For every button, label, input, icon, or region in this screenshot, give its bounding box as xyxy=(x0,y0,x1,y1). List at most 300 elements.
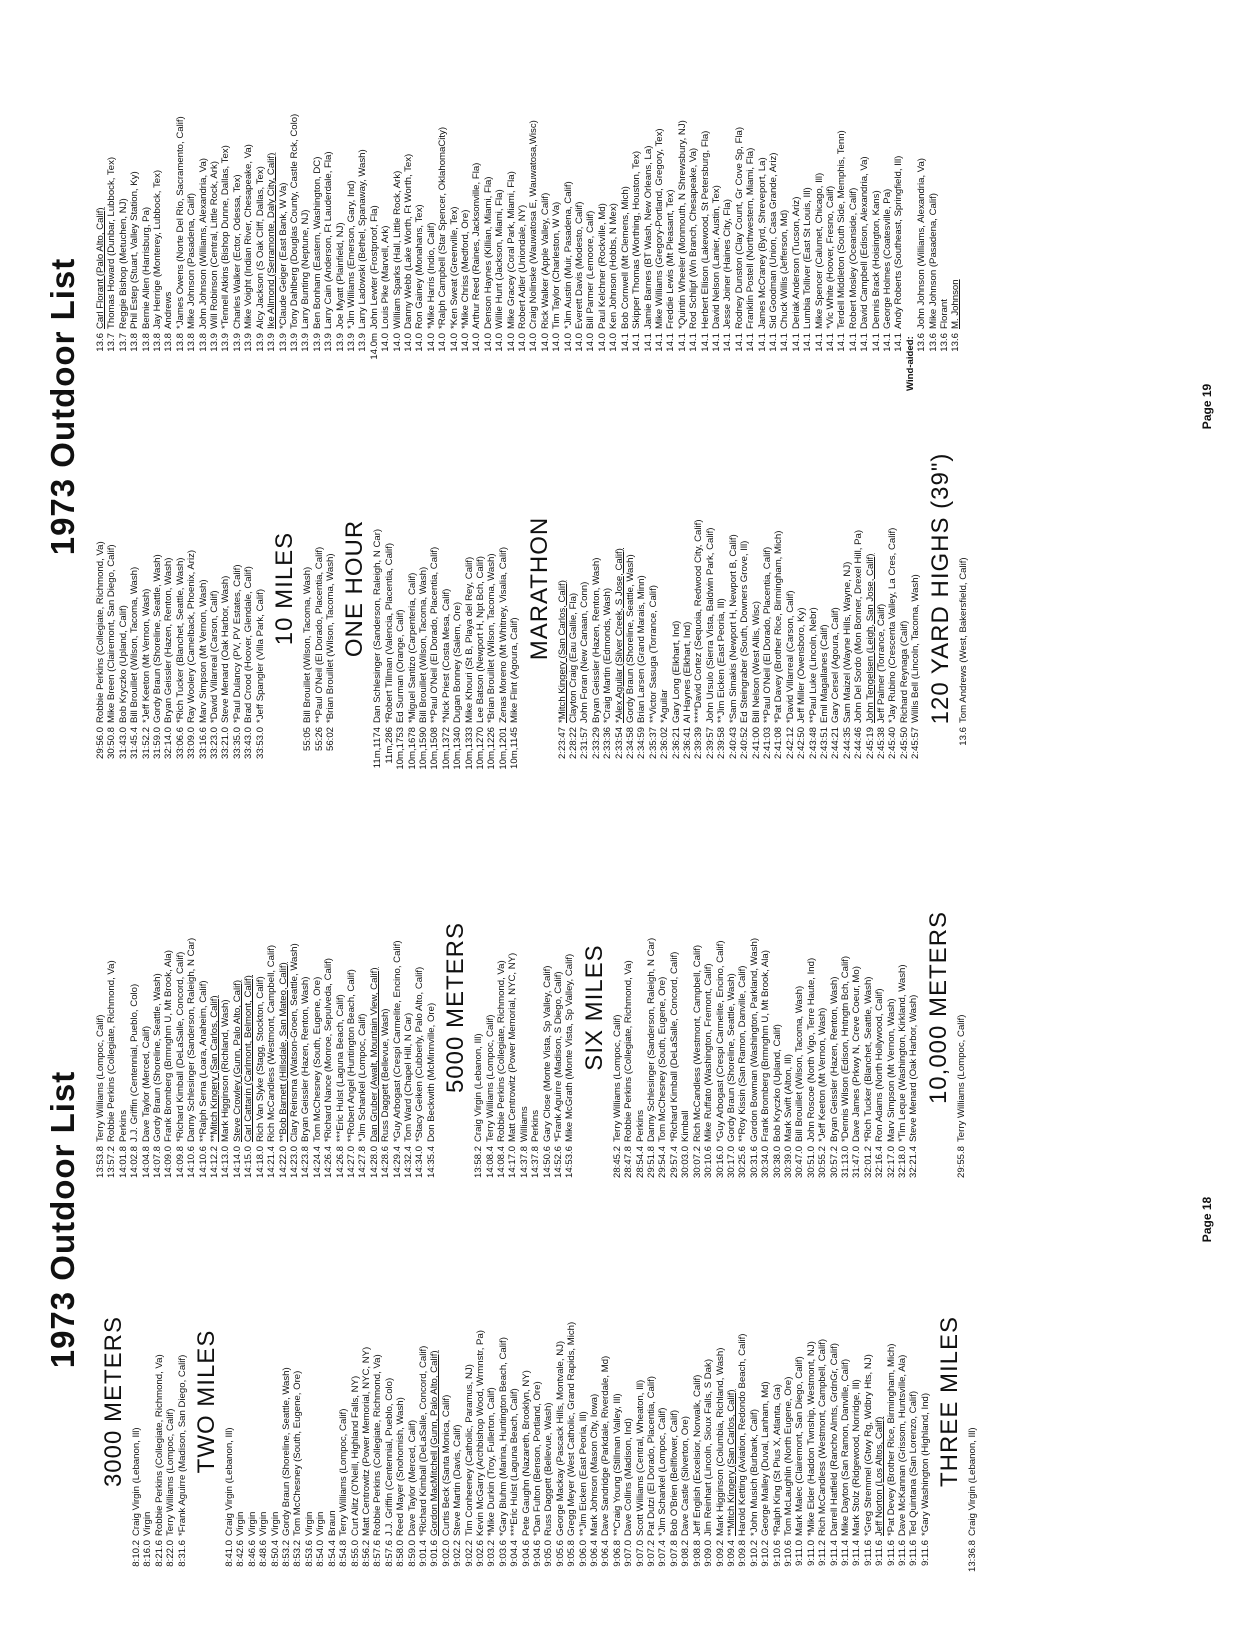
result-mark: 33:53.0 xyxy=(254,727,266,760)
result-mark: 14.0 xyxy=(596,333,608,352)
result-mark: 13.8 xyxy=(129,333,141,352)
result-mark: 10m,1372 xyxy=(440,727,452,770)
athlete-name: Larry Ladowski (Bethel, Spanaway, Wash) xyxy=(357,149,369,329)
result-row xyxy=(836,0,847,391)
result-mark: 32:17.0 xyxy=(885,1146,897,1179)
athlete-name: *Tim Leque (Washington, Kirkland, Wash) xyxy=(897,964,908,1142)
result-row xyxy=(564,811,575,1204)
result-row xyxy=(304,1205,315,1598)
result-row xyxy=(796,392,807,785)
result-row xyxy=(392,0,403,391)
athlete-name: *Pat Devey (Brother Rice, Birmingham, Mich) xyxy=(885,1343,897,1536)
athlete-name: **Roy Kissin (San Ramon, Danville, Calif) xyxy=(737,965,749,1142)
result-row xyxy=(772,1205,783,1598)
result-mark: 10m,1678 xyxy=(406,727,418,770)
result-mark: 14.0 xyxy=(425,333,437,352)
result-mark: 2:36:41 xyxy=(682,727,694,760)
athlete-name: Tom McChesney (South, Eugene, Ore) xyxy=(657,976,669,1142)
athlete-name: Reggie Bishop (Metuchen, NJ) xyxy=(117,198,129,329)
athlete-name: John Foran (New Canaan, Conn) xyxy=(579,581,591,723)
result-row xyxy=(418,392,429,785)
athlete-name: Robbie Perkins (Collegiate, Richmond, Va) xyxy=(153,1354,165,1536)
athlete-name: Bryan Geissler (Hazen, Renton, Wash) xyxy=(590,557,602,723)
result-row xyxy=(840,811,851,1204)
result-row xyxy=(958,392,969,785)
result-row xyxy=(243,0,254,391)
athlete-name: *Pat Davey (Brother Rice, Birmingham, Mich) xyxy=(773,530,785,723)
result-mark: 9:06.4 xyxy=(589,1540,601,1567)
athlete-name: **Paul O'Neil (El Dorado, Placentia, Calif) xyxy=(313,546,325,723)
athlete-name: John Tengelsen (Leigh, San Jose, Calif) xyxy=(864,553,876,723)
page-18 xyxy=(0,813,1240,1626)
athlete-name: *Jim Austin (Muir, Pasadena, Calif) xyxy=(562,181,574,329)
result-mark: 14:15.0 xyxy=(243,1146,255,1179)
result-mark: 28:47.8 xyxy=(623,1146,635,1179)
athlete-name: Jeff Norton (Los Altos, Calif) xyxy=(874,1416,886,1536)
athlete-name: Frank Bromberg (Brmnghm U, Mt Brook, Ala) xyxy=(163,950,175,1142)
result-row xyxy=(129,0,140,391)
result-row xyxy=(131,1205,142,1598)
result-mark: 2:28:22 xyxy=(568,727,579,760)
result-mark: 14.1 xyxy=(859,333,871,352)
athlete-name: Scott Williams (Central, Wheaton, Ill) xyxy=(634,1379,646,1536)
athlete-name: *Mike Harris (Indio, Calif) xyxy=(425,222,437,329)
result-row xyxy=(597,0,608,391)
result-row xyxy=(851,811,862,1204)
result-mark: 13.6 xyxy=(950,333,962,352)
result-row xyxy=(163,0,174,391)
athlete-name: Reed Mayer (Snohomish, Wash) xyxy=(395,1397,407,1536)
athlete-name: Brad Crood (Hoover, Glendale, Calif) xyxy=(243,566,255,723)
result-row xyxy=(509,392,520,785)
athlete-name: *Mike Durkin (Troy, Fullerton, Calif) xyxy=(486,1387,498,1536)
athlete-name: Ken Johnson (Hobbs, N Mex) xyxy=(608,203,620,329)
result-mark: 13:53.8 xyxy=(95,1146,106,1179)
result-row xyxy=(916,0,927,391)
athlete-name: Andrews xyxy=(163,291,175,329)
result-mark: 2:33:29 xyxy=(590,727,602,760)
result-mark: 13.8 xyxy=(140,333,152,352)
athlete-name: Virgin xyxy=(269,1511,281,1536)
result-mark: 14:12.2 xyxy=(209,1146,221,1179)
result-row xyxy=(255,392,266,785)
result-row xyxy=(840,1205,851,1598)
result-row xyxy=(532,1205,543,1598)
athlete-name: Craig Virgin (Lebanon, Ill) xyxy=(131,1427,142,1536)
result-mark: 9:02.2 xyxy=(452,1540,464,1567)
athlete-name: *Guy Arbogast (Crespi Carmelite, Encino, Calif) xyxy=(391,940,403,1142)
result-mark: 14.0 xyxy=(380,333,392,352)
result-mark: 8:54.0 xyxy=(315,1540,327,1567)
athlete-name: Mike Breen (Clairemont, San Diego, Calif) xyxy=(106,544,118,723)
athlete-name: Arthur Reed (Raines, Jacksonville, Fla) xyxy=(471,162,483,329)
athlete-name: Craig Virgin (Lebanon, Ill) xyxy=(967,1427,979,1536)
athlete-name: Robbie Perkins (Collegiate, Richmond, Va) xyxy=(95,541,106,723)
result-mark: 30:10.6 xyxy=(703,1146,715,1179)
result-row xyxy=(682,392,693,785)
athlete-name: George Mackay (Pascack Hills, Montvale, NJ) xyxy=(554,1340,566,1536)
athlete-name: Gordy Braun (Shoreline, Seattle, Wash) xyxy=(625,554,637,723)
athlete-name: Clary Reinsma (Watson-Groen, Seattle, Wash) xyxy=(288,943,300,1142)
result-mark: 14:10.6 xyxy=(197,1146,209,1179)
result-row xyxy=(95,392,106,785)
athlete-name: John Roscoe (North Vigo, Terre Haute, Ind) xyxy=(805,957,817,1142)
athlete-name: Terry Williams (Lompoc, Calif) xyxy=(611,1014,623,1142)
result-row xyxy=(882,0,893,391)
result-row xyxy=(175,0,186,391)
result-row xyxy=(278,0,289,391)
athlete-name: Richard Reynaga (Calif) xyxy=(898,620,910,723)
athlete-name: Charles Walker (Ector, Odessa, Tex) xyxy=(231,174,243,329)
result-row xyxy=(129,392,140,785)
result-row xyxy=(346,0,357,391)
result-row xyxy=(711,0,722,391)
athlete-name: Rich Van Slyke (Stagg, Stockton, Calif) xyxy=(254,976,266,1142)
athlete-name: Perkins xyxy=(530,1110,542,1142)
result-row xyxy=(779,0,790,391)
result-mark: 14.1 xyxy=(825,333,836,352)
result-mark: 13.9 xyxy=(311,333,323,352)
result-row xyxy=(152,811,163,1204)
athlete-name: Dan Schlesinger (Sanderson, Raleigh, N Car) xyxy=(372,528,384,723)
result-row xyxy=(441,1205,452,1598)
athlete-name: James McCraney (Byrd, Shreveport, La) xyxy=(756,157,768,329)
result-mark: 9:11.4 xyxy=(828,1540,840,1566)
result-mark: 9:07.8 xyxy=(668,1540,680,1567)
event-heading: ONE HOUR xyxy=(341,519,369,658)
result-mark: 2:43:51 xyxy=(818,727,830,760)
result-mark: 2:41:08 xyxy=(773,727,785,760)
result-mark: 14.0 xyxy=(562,333,574,352)
result-row xyxy=(897,1205,908,1598)
result-mark: 9:06.4 xyxy=(600,1540,612,1567)
athlete-name: Ron Adams (North Hollywood, Calif) xyxy=(874,988,886,1142)
athlete-name: Emil Magallanes (Calif) xyxy=(818,624,830,723)
athlete-name: Terdell Middleton (South Side, Memphis, Tenn) xyxy=(836,130,848,329)
athlete-name: Robbie Perkins (Collegiate, Richmond, Va) xyxy=(623,960,635,1142)
result-row xyxy=(745,0,756,391)
result-mark: 2:36:21 xyxy=(670,727,682,760)
result-mark: 9:07.0 xyxy=(623,1540,635,1567)
athlete-name: Virgin xyxy=(258,1511,270,1536)
result-mark: 30:31.6 xyxy=(748,1146,760,1179)
result-row xyxy=(357,811,368,1204)
athlete-name: Ed Steingraber (South, Downers Grove, Ill) xyxy=(739,540,751,723)
result-mark: 8:59.0 xyxy=(406,1540,418,1567)
result-mark: 30:25.6 xyxy=(737,1146,749,1179)
result-row xyxy=(851,1205,862,1598)
athlete-name: Danny Webb (Lake Worth, Ft Worth, Tex) xyxy=(402,153,414,329)
result-mark: 14.0 xyxy=(574,333,586,352)
page-number: Page 19 xyxy=(1200,383,1214,430)
result-row xyxy=(829,1205,840,1598)
result-mark: 14.1 xyxy=(722,333,734,352)
athlete-name: *James Owens (Norte Del Rio, Sacramento, Calif) xyxy=(174,116,186,329)
result-row xyxy=(372,1205,383,1598)
result-mark: 14.0 xyxy=(471,333,483,352)
result-row xyxy=(967,1205,978,1598)
result-mark: 14.0 xyxy=(391,333,403,352)
result-mark: 14.1 xyxy=(882,333,894,352)
athlete-name: Steve Crowley (Gunn, Palo Alto, Calif) xyxy=(231,979,243,1142)
page-number: Page 18 xyxy=(1200,1196,1214,1243)
result-row xyxy=(928,0,939,391)
result-mark: 2:39:39 xyxy=(693,727,705,760)
result-mark: 9:08.8 xyxy=(691,1540,703,1567)
athlete-name: *Sam Simakis (Newport H, Newport B, Calif) xyxy=(727,534,739,723)
athlete-name: *Richard Kimball (DeLaSalle, Concord, Calif) xyxy=(417,1345,429,1536)
result-mark: 30:03.0 xyxy=(680,1146,692,1179)
wind-aided-label xyxy=(905,0,916,391)
athlete-name: Mike Williams (Gregory-Portland, Gregory, Tex) xyxy=(653,128,665,329)
athlete-name: *Jeff Spangler (Villa Park, Calif) xyxy=(254,588,266,723)
athlete-name: Willie Hunt (Jackson, Miami, Fla) xyxy=(494,189,506,329)
result-row xyxy=(760,811,771,1204)
athlete-name: Jeff Miller (Owensboro, Ky) xyxy=(796,607,808,723)
athlete-name: Willis Bell (Lincoln, Tacoma, Wash) xyxy=(910,574,922,723)
result-mark: 14:26.4 xyxy=(323,1146,335,1179)
result-mark: 10m,1226 xyxy=(486,727,498,770)
result-mark: 2:33:36 xyxy=(602,727,614,760)
athlete-name: Mike Dayton (San Ramon, Danville, Calif) xyxy=(839,1358,851,1536)
result-row xyxy=(876,392,887,785)
athlete-name: Rick Walker (Apple Valley, Calif) xyxy=(539,192,551,329)
result-mark: 9:03.6 xyxy=(497,1540,509,1567)
result-row xyxy=(243,392,254,785)
result-row xyxy=(177,1205,188,1598)
result-row xyxy=(361,1205,372,1598)
athlete-name: Jay Herrige (Monterey, Lubbock, Tex) xyxy=(152,169,164,329)
athlete-name: Virgin xyxy=(246,1511,258,1536)
athlete-name: *Quintin Wheeler (Monmouth, N Shrewsbury, NJ) xyxy=(676,120,688,329)
result-row xyxy=(817,1205,828,1598)
athlete-name: *Greg Stremmel (Gtwy Rg, Wdbry Hts, NJ) xyxy=(862,1354,874,1536)
result-row xyxy=(669,811,680,1204)
athlete-name: Carl Cattarin (Carlmont, Belmont, Calif) xyxy=(243,975,255,1142)
result-mark: 14.0 xyxy=(494,333,506,352)
result-mark: 14:22.0 xyxy=(277,1146,289,1179)
result-mark: 13.9 xyxy=(266,333,278,352)
athlete-name: *Dennis Wilson (Edison, Hntngtn Bch, Calif) xyxy=(839,955,851,1142)
result-row xyxy=(671,392,682,785)
result-mark: 14:28.0 xyxy=(368,1146,380,1179)
result-mark: 14.0 xyxy=(608,333,620,352)
result-mark: 14:04.8 xyxy=(140,1146,152,1179)
athlete-name: **Jim Eicken (East Peoria, Ill) xyxy=(716,598,728,723)
result-mark: 14.0 xyxy=(460,333,471,352)
result-row xyxy=(646,1205,657,1598)
page-title: 1973 Outdoor List xyxy=(44,257,81,556)
result-mark: 14.0 xyxy=(539,333,551,352)
athlete-name: George Malley (Duval, Lanham, Md) xyxy=(760,1381,772,1536)
athlete-name: **Robert Angel (Huntington Beach, Calif) xyxy=(345,969,357,1142)
result-mark: 13.8 xyxy=(197,333,209,352)
athlete-name: Bill Nelson (West Allis, Wisc) xyxy=(750,601,762,723)
result-row xyxy=(289,0,300,391)
result-row xyxy=(392,811,403,1204)
result-row xyxy=(243,811,254,1204)
result-mark: 2:45:19 xyxy=(864,727,876,760)
result-mark: 33:23.0 xyxy=(209,727,221,760)
result-mark: 14.1 xyxy=(847,333,859,352)
result-row xyxy=(395,1205,406,1598)
result-mark: 9:09.8 xyxy=(737,1540,749,1567)
result-mark: 33:35.0 xyxy=(231,727,243,760)
result-row xyxy=(346,811,357,1204)
athlete-name: *Jay Rubino (Crescenta Valley, La Cres, Calif) xyxy=(887,527,899,723)
athlete-name: Gordon Bowman (Washington, Parkland, Wash) xyxy=(748,937,760,1142)
result-mark: 2:45:38 xyxy=(875,727,887,760)
athlete-name: *Jim Schankel (Lompoc, Calif) xyxy=(657,1407,669,1536)
result-row xyxy=(863,1205,874,1598)
result-row xyxy=(335,811,346,1204)
result-row xyxy=(266,0,277,391)
result-mark: 9:02.6 xyxy=(474,1540,486,1567)
athlete-name: Gordon MacMitchell (Gunn, Palo Alto, Calif) xyxy=(429,1350,441,1536)
athlete-name: **Paul O'Neil (El Dorado, Placentia, Calif) xyxy=(761,546,773,723)
athlete-name: Mike Khouri (St B, Playa del Rey, Calif) xyxy=(463,556,475,723)
athlete-name: Lumbia Tolliver (East St Louis, Ill) xyxy=(802,187,814,329)
result-mark: 9:05.0 xyxy=(543,1540,555,1567)
result-mark: 9:11.6 xyxy=(908,1540,920,1566)
result-mark: 30:57.2 xyxy=(828,1146,840,1179)
result-mark: 13.9 xyxy=(220,333,232,352)
result-mark: 9:11.4 xyxy=(839,1540,851,1566)
result-mark: 31:47.0 xyxy=(851,1146,863,1179)
result-row xyxy=(384,392,395,785)
result-row xyxy=(232,0,243,391)
athlete-name: Mark Swift (Alton, Ill) xyxy=(782,1054,794,1142)
event-heading: 10,000 METERS xyxy=(924,910,952,1105)
athlete-name: *Gary Washington (Highland, Ind) xyxy=(919,1392,931,1536)
result-mark: 9:08.2 xyxy=(680,1540,692,1567)
result-mark: 2:44:35 xyxy=(841,727,853,760)
athlete-name: Rich McCandless (Westmont, Campbell, Calif) xyxy=(266,944,278,1142)
result-row xyxy=(817,811,828,1204)
result-mark: 8:56.2 xyxy=(360,1540,372,1567)
result-mark: 56:02 xyxy=(324,727,336,752)
result-row xyxy=(692,1205,703,1598)
result-mark: 2:23:47 xyxy=(556,727,568,760)
result-row xyxy=(486,1205,497,1598)
result-row xyxy=(578,1205,589,1598)
athlete-name: *Ken Sweat (Greenville, Tex) xyxy=(448,206,460,329)
result-row xyxy=(407,1205,418,1598)
athlete-name: Bill Brouillet (Wilson, Tacoma, Wash) xyxy=(129,566,141,723)
result-row xyxy=(517,0,528,391)
athlete-name: Bob Kryczko (Upland, Calif) xyxy=(117,605,129,723)
athlete-name: Larry Cain (Anderson, Ft Lauderdale, Fla) xyxy=(323,151,335,329)
result-mark: 14:17.0 xyxy=(507,1146,519,1179)
result-row xyxy=(154,1205,165,1598)
athlete-name: Tim Conheeney (Catholic, Paramus, NJ) xyxy=(463,1364,475,1536)
result-mark: 14.1 xyxy=(733,333,745,352)
athlete-name: *John Musich (Burbank, Calif) xyxy=(748,1409,760,1536)
result-row xyxy=(335,0,346,391)
result-mark: 33:09.0 xyxy=(186,727,198,760)
result-row xyxy=(235,1205,246,1598)
result-row xyxy=(129,811,140,1204)
result-mark: 14:35.4 xyxy=(425,1146,437,1179)
result-mark: 29:55.8 xyxy=(955,1146,967,1179)
result-row xyxy=(794,811,805,1204)
result-row xyxy=(315,1205,326,1598)
result-mark: 30:38.0 xyxy=(771,1146,783,1179)
athlete-name: David Campbell (Edison, Alexandria, Va) xyxy=(859,156,871,329)
result-row xyxy=(726,1205,737,1598)
result-row xyxy=(806,811,817,1204)
athlete-name: Terry Williams (Lompoc, Calif) xyxy=(484,1014,496,1142)
result-row xyxy=(956,811,967,1204)
athlete-name: *Mike Elder (Haddon Twnship, Westmont, NJ) xyxy=(805,1341,817,1536)
result-mark: 13:36.8 xyxy=(967,1540,979,1573)
athlete-name: *Stacy Geiken (Cubberly, Palo Alto, Calif) xyxy=(414,966,426,1142)
athlete-name: Mike Johnson (Pasadena, Calif) xyxy=(186,193,198,329)
result-row xyxy=(631,0,642,391)
result-row xyxy=(380,811,391,1204)
result-row xyxy=(426,811,437,1204)
result-mark: 2:31:57 xyxy=(579,727,591,760)
result-row xyxy=(669,1205,680,1598)
athlete-name: *Craig Martin (Edmonds, Wash) xyxy=(602,587,614,723)
result-row xyxy=(186,811,197,1204)
athlete-name: Bryan Geissler (Hazen, Renton, Wash) xyxy=(163,557,175,723)
result-row xyxy=(498,392,509,785)
result-mark: 14.0 xyxy=(505,333,517,352)
result-row xyxy=(612,1205,623,1598)
athlete-name: Rich McCandless (Westmont, Campbell, Calif) xyxy=(817,1338,829,1536)
result-row xyxy=(152,392,163,785)
athlete-name: Tom Andrews (West, Bakersfield, Calif) xyxy=(957,557,969,723)
athlete-name: *Tennell Atkins (Bishop Dunne, Dallas, Tex) xyxy=(220,145,232,329)
result-row xyxy=(289,811,300,1204)
result-row xyxy=(519,811,530,1204)
result-row xyxy=(908,811,919,1204)
athlete-name: *Jim Williams (Emerson, Gary, Ind) xyxy=(345,180,357,329)
result-row xyxy=(369,811,380,1204)
result-mark: 9:05.8 xyxy=(566,1540,578,1567)
result-row xyxy=(403,811,414,1204)
athlete-name: Matt Centrowitz (Power Memorial, NYC, NY) xyxy=(507,952,519,1142)
result-mark: 9:09.4 xyxy=(725,1540,737,1567)
athlete-name: Sid Goodman (Union, Casa Grande, Ariz) xyxy=(767,152,779,329)
result-row xyxy=(591,392,602,785)
result-row xyxy=(908,1205,919,1598)
result-row xyxy=(163,392,174,785)
result-mark: 8:16.0 xyxy=(142,1540,154,1567)
result-row xyxy=(338,1205,349,1598)
result-row xyxy=(475,392,486,785)
result-mark: 9:07.4 xyxy=(657,1540,669,1567)
athlete-name: *Nick Priest (Costa Mesa, Calif) xyxy=(440,588,452,723)
event-heading: THREE MILES xyxy=(936,1315,964,1488)
result-mark: 31:59.0 xyxy=(152,727,164,760)
result-row xyxy=(551,0,562,391)
result-mark: 14.0 xyxy=(402,333,414,352)
result-mark: 30:07.2 xyxy=(691,1146,703,1179)
result-row xyxy=(530,811,541,1204)
result-row xyxy=(897,811,908,1204)
athlete-name: ****David Cortez (Sequoia, Redwood City, Calif) xyxy=(693,519,705,723)
result-row xyxy=(95,811,106,1204)
result-mark: 2:39:58 xyxy=(716,727,728,760)
result-mark: 14:08.4 xyxy=(496,1146,507,1179)
result-row xyxy=(600,1205,611,1598)
result-mark: 10m,1201 xyxy=(497,727,509,770)
result-mark: 8:50.4 xyxy=(269,1540,281,1567)
athlete-name: Danny Schlesinger (Sanderson, Raleigh, N Car) xyxy=(646,937,658,1142)
result-mark: 9:10.6 xyxy=(771,1540,783,1567)
